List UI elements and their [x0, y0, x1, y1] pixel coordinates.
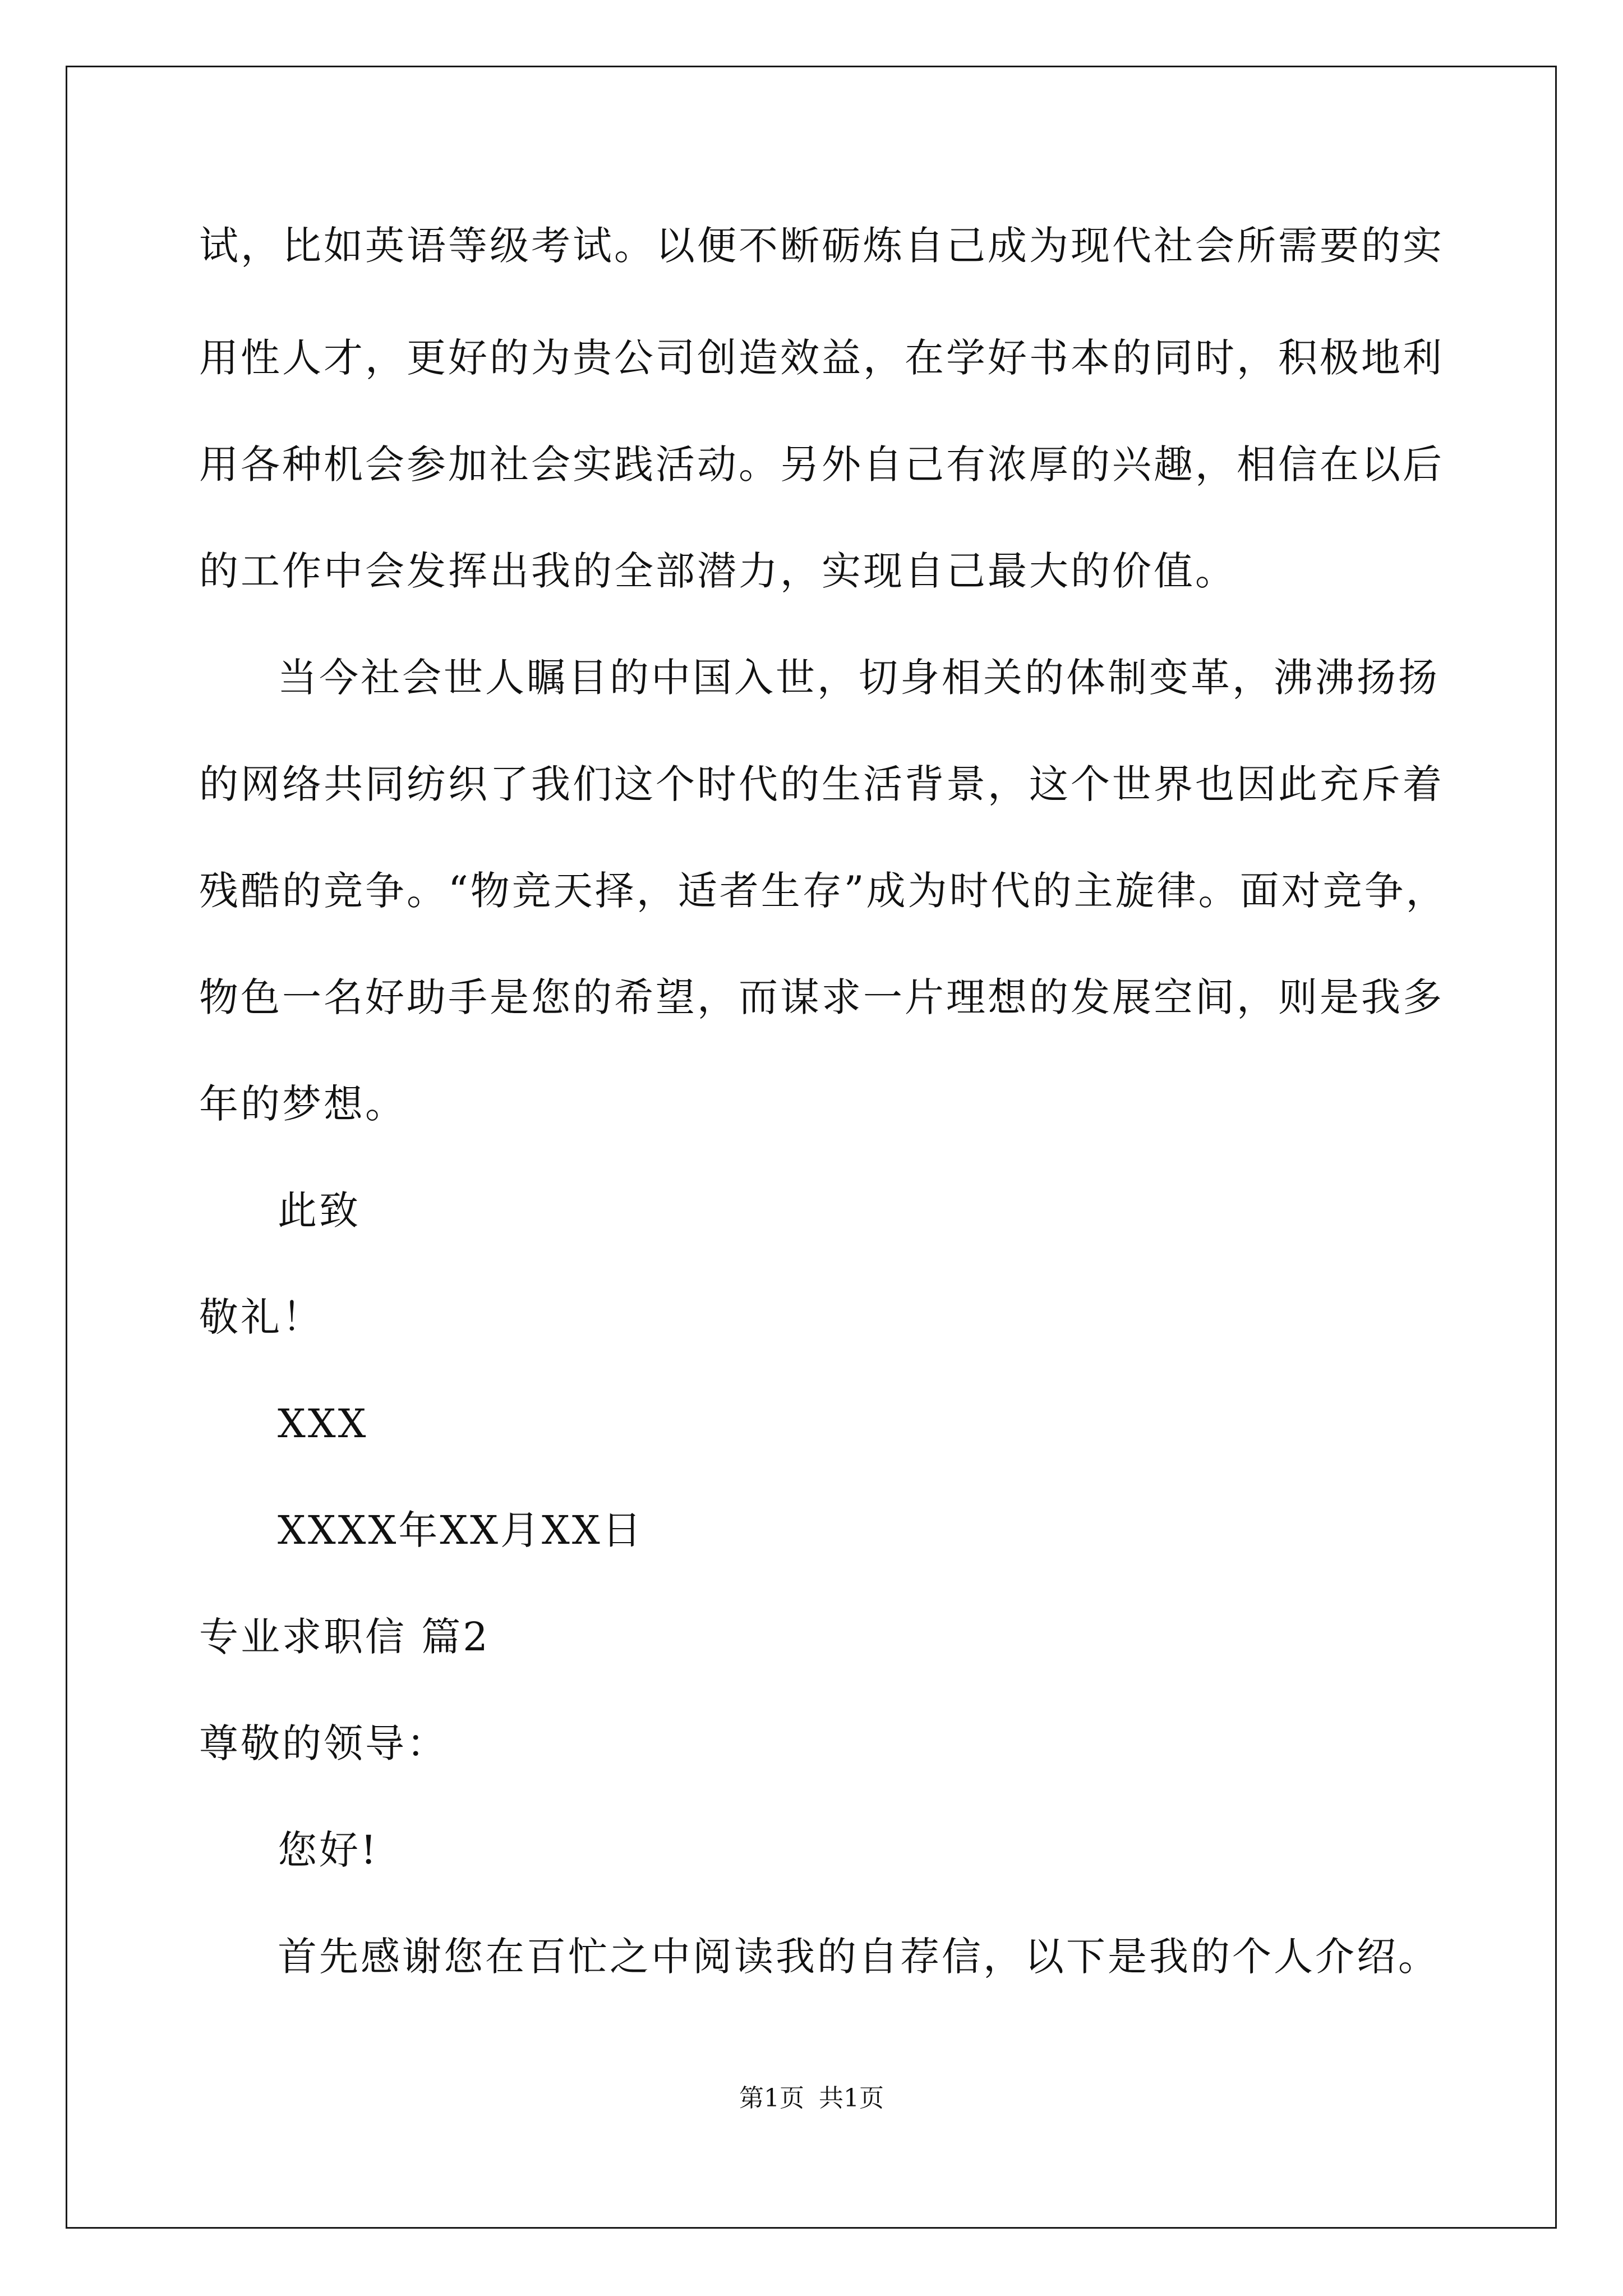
- section-heading: 专业求职信 篇2: [199, 1614, 490, 1660]
- page-footer: [0, 2083, 1623, 2114]
- body-line: 用各种机会参加社会实践活动。另外自己有浓厚的兴趣，相信在以后: [199, 441, 1444, 487]
- greeting-hello: 您好!: [278, 1827, 379, 1873]
- page-number: 第1页: [739, 2084, 804, 2113]
- body-line: 首先感谢您在百忙之中阅读我的自荐信，以下是我的个人介绍。: [278, 1934, 1440, 1980]
- body-line: 的工作中会发挥出我的全部潜力，实现自己最大的价值。: [199, 548, 1237, 594]
- body-line: 的网络共同纺织了我们这个时代的生活背景，这个世界也因此充斥着: [199, 761, 1444, 807]
- body-line: 试，比如英语等级考试。以便不断砺炼自己成为现代社会所需要的实: [199, 223, 1444, 269]
- body-line: 物色一名好助手是您的希望，而谋求一片理想的发展空间，则是我多: [199, 974, 1444, 1020]
- body-line: 残酷的竞争。“物竞天择，适者生存”成为时代的主旋律。面对竞争，: [199, 868, 1447, 914]
- page-border: [66, 66, 1557, 2229]
- salutation-closing: 敬礼！: [199, 1294, 324, 1340]
- page-total: 共1页: [819, 2084, 884, 2113]
- body-line: 年的梦想。: [199, 1081, 407, 1127]
- signature-date: XXXX年XX月XX日: [278, 1507, 644, 1553]
- signature-name: XXX: [278, 1401, 368, 1447]
- closing-phrase: 此致: [278, 1188, 361, 1234]
- body-line: 用性人才，更好的为贵公司创造效益，在学好书本的同时，积极地利: [199, 335, 1444, 381]
- body-line: 当今社会世人瞩目的中国入世，切身相关的体制变革，沸沸扬扬: [278, 655, 1440, 701]
- greeting: 尊敬的领导：: [199, 1720, 448, 1766]
